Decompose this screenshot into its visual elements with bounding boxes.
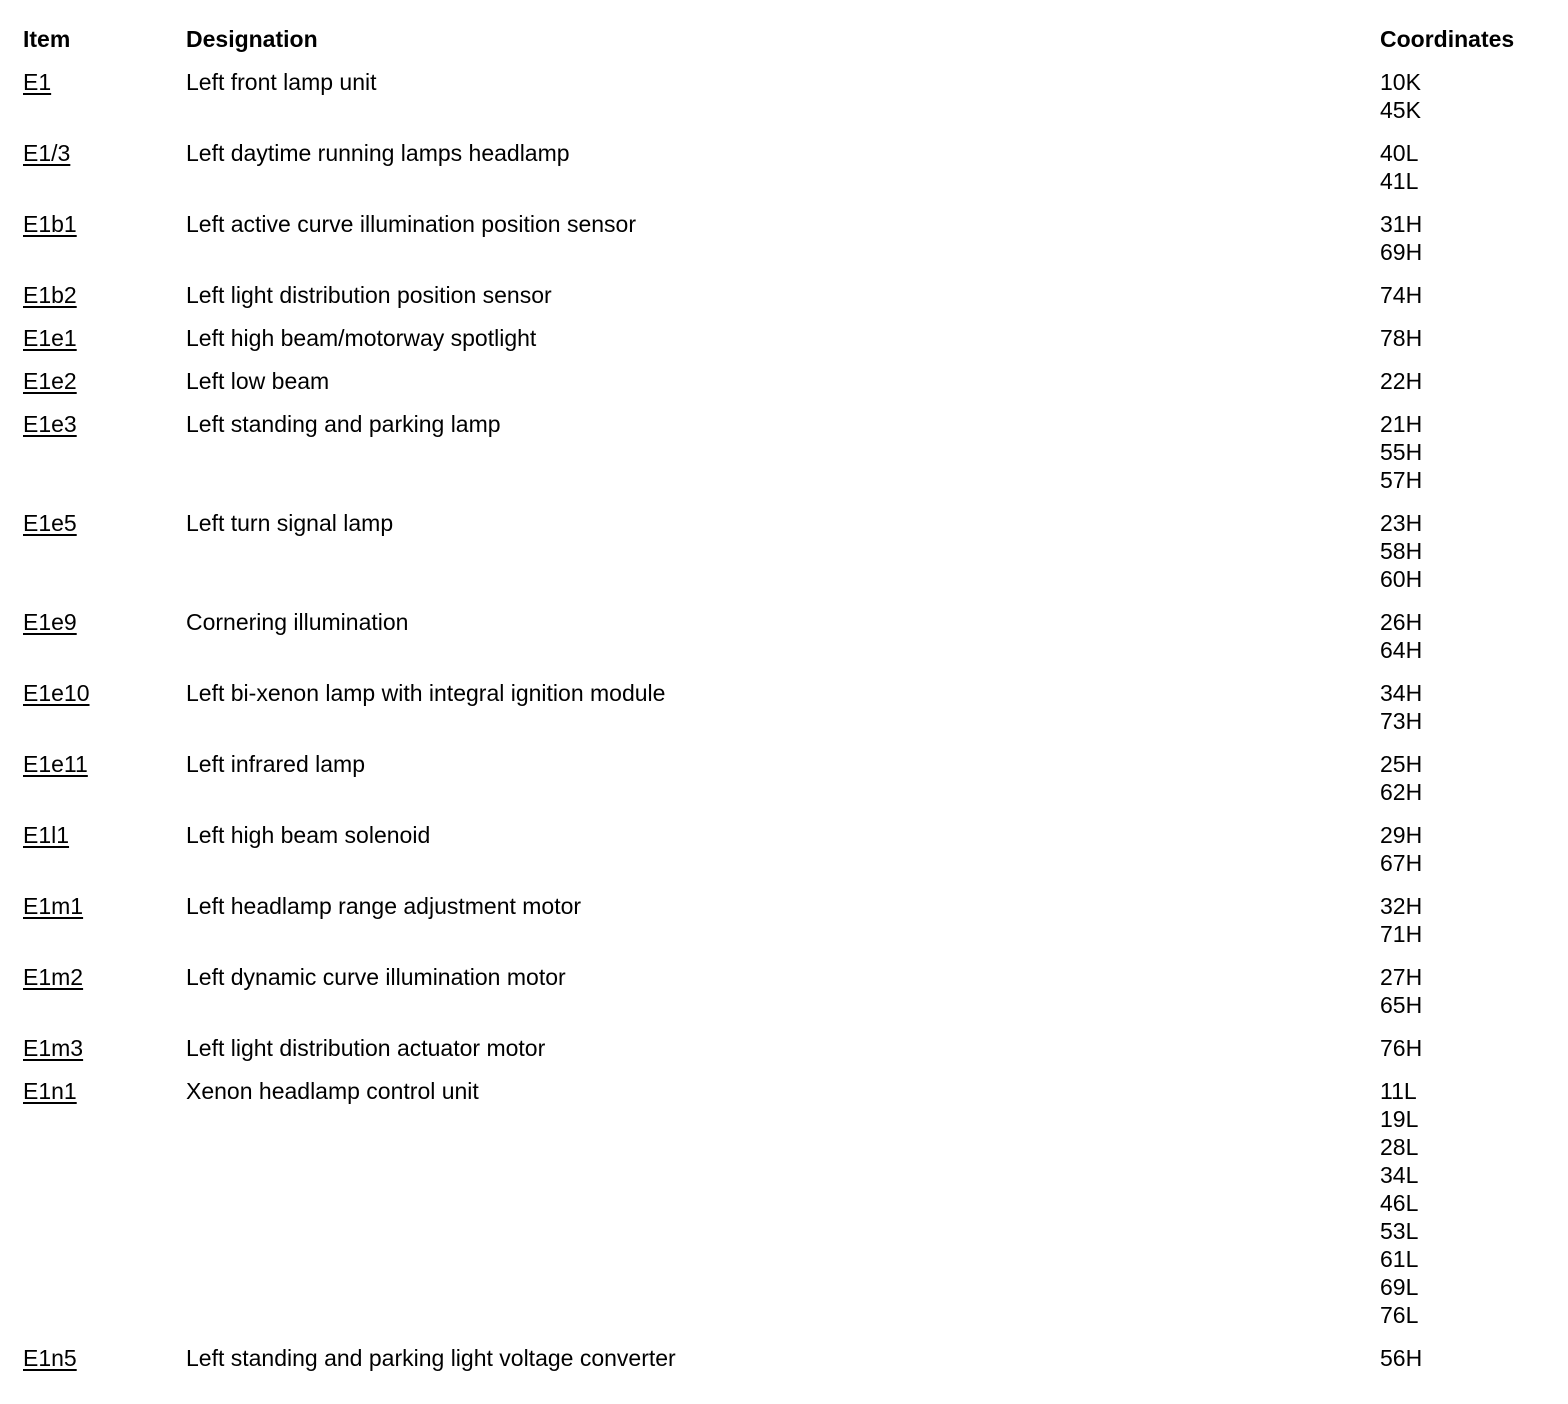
coordinate-value: 19L xyxy=(1380,1106,1419,1132)
coordinate-value: 27H xyxy=(1380,964,1423,990)
designation-cell: Left standing and parking light voltage converter xyxy=(186,1345,676,1371)
coordinates-cell xyxy=(1380,139,1568,195)
item-link[interactable]: E1e2 xyxy=(23,368,77,394)
coordinate-value: 71H xyxy=(1380,921,1423,947)
table-row xyxy=(0,139,1568,195)
item-link[interactable]: E1n1 xyxy=(23,1078,77,1104)
item-cell xyxy=(0,963,186,1019)
coordinates-cell xyxy=(1380,821,1568,877)
item-link[interactable]: E1e10 xyxy=(23,680,90,706)
coordinate-value: 32H xyxy=(1380,893,1423,919)
coordinate-value: 76L xyxy=(1380,1302,1419,1328)
designation-cell: Left high beam solenoid xyxy=(186,822,431,848)
item-link[interactable]: E1e9 xyxy=(23,609,77,635)
coordinate-value: 62H xyxy=(1380,779,1423,805)
coordinate-value: 67H xyxy=(1380,850,1423,876)
table-row xyxy=(0,1034,1568,1062)
coordinate-value: 34L xyxy=(1380,1162,1419,1188)
coordinates-cell xyxy=(1380,210,1568,266)
designation-cell: Left low beam xyxy=(186,368,330,394)
coordinate-value: 69H xyxy=(1380,239,1423,265)
coordinates-cell xyxy=(1380,1077,1568,1329)
coordinate-value: 55H xyxy=(1380,439,1423,465)
designation-cell: Left turn signal lamp xyxy=(186,510,394,536)
coordinates-cell xyxy=(1380,679,1568,735)
item-cell xyxy=(0,821,186,877)
coordinates-cell xyxy=(1380,367,1568,395)
coordinate-value: 10K xyxy=(1380,69,1421,95)
item-link[interactable]: E1/3 xyxy=(23,140,71,166)
designation-cell: Left headlamp range adjustment motor xyxy=(186,893,582,919)
coordinate-value: 29H xyxy=(1380,822,1423,848)
coordinate-value: 23H xyxy=(1380,510,1423,536)
coordinate-value: 65H xyxy=(1380,992,1423,1018)
coordinate-value: 78H xyxy=(1380,325,1423,351)
coordinate-value: 28L xyxy=(1380,1134,1419,1160)
designation-cell: Left high beam/motorway spotlight xyxy=(186,325,537,351)
item-link[interactable]: E1l1 xyxy=(23,822,70,848)
coordinate-value: 57H xyxy=(1380,467,1423,493)
table-row xyxy=(0,210,1568,266)
coordinate-value: 73H xyxy=(1380,708,1423,734)
coordinates-cell xyxy=(1380,410,1568,494)
item-cell xyxy=(0,139,186,195)
designation-cell: Left infrared lamp xyxy=(186,751,365,777)
coordinate-value: 74H xyxy=(1380,282,1423,308)
designation-cell: Left dynamic curve illumination motor xyxy=(186,964,566,990)
item-cell xyxy=(0,1344,186,1372)
designation-cell: Cornering illumination xyxy=(186,609,409,635)
coordinates-cell xyxy=(1380,1344,1568,1372)
item-cell xyxy=(0,410,186,494)
table-row xyxy=(0,509,1568,593)
coordinate-value: 40L xyxy=(1380,140,1419,166)
item-link[interactable]: E1e1 xyxy=(23,325,77,351)
coordinate-value: 56H xyxy=(1380,1345,1423,1371)
coordinate-value: 61L xyxy=(1380,1246,1419,1272)
item-cell xyxy=(0,324,186,352)
designation-cell: Left standing and parking lamp xyxy=(186,411,501,437)
coordinate-value: 26H xyxy=(1380,609,1423,635)
designation-cell: Left active curve illumination position sensor xyxy=(186,211,637,237)
table-row xyxy=(0,410,1568,494)
header-designation: Designation xyxy=(186,26,318,52)
coordinate-value: 58H xyxy=(1380,538,1423,564)
item-cell xyxy=(0,367,186,395)
designation-cell: Left front lamp unit xyxy=(186,69,377,95)
item-cell xyxy=(0,68,186,124)
coordinate-value: 22H xyxy=(1380,368,1423,394)
item-link[interactable]: E1b2 xyxy=(23,282,77,308)
coordinate-value: 64H xyxy=(1380,637,1423,663)
coordinates-cell xyxy=(1380,750,1568,806)
designation-cell: Left light distribution actuator motor xyxy=(186,1035,546,1061)
item-link[interactable]: E1e5 xyxy=(23,510,77,536)
coordinate-value: 31H xyxy=(1380,211,1423,237)
coordinate-value: 25H xyxy=(1380,751,1423,777)
table-row xyxy=(0,367,1568,395)
item-link[interactable]: E1n5 xyxy=(23,1345,77,1371)
item-cell xyxy=(0,750,186,806)
coordinate-value: 11L xyxy=(1380,1078,1417,1104)
item-cell xyxy=(0,892,186,948)
coordinate-value: 60H xyxy=(1380,566,1423,592)
designation-cell: Left bi-xenon lamp with integral ignition module xyxy=(186,680,666,706)
item-link[interactable]: E1m2 xyxy=(23,964,84,990)
item-cell xyxy=(0,679,186,735)
table-row xyxy=(0,324,1568,352)
table-row xyxy=(0,1077,1568,1329)
item-link[interactable]: E1m1 xyxy=(23,893,84,919)
item-link[interactable]: E1 xyxy=(23,69,52,95)
table-row xyxy=(0,750,1568,806)
coordinates-cell xyxy=(1380,892,1568,948)
coordinates-cell xyxy=(1380,68,1568,124)
coordinate-value: 21H xyxy=(1380,411,1423,437)
item-link[interactable]: E1b1 xyxy=(23,211,77,237)
table-header xyxy=(0,25,1568,53)
item-cell xyxy=(0,281,186,309)
coordinates-cell xyxy=(1380,281,1568,309)
item-cell xyxy=(0,1034,186,1062)
coordinate-value: 41L xyxy=(1380,168,1419,194)
header-item: Item xyxy=(23,26,71,52)
coordinate-value: 34H xyxy=(1380,680,1423,706)
item-cell xyxy=(0,509,186,593)
table-row xyxy=(0,679,1568,735)
coordinates-cell xyxy=(1380,509,1568,593)
table-row xyxy=(0,963,1568,1019)
item-link[interactable]: E1e3 xyxy=(23,411,77,437)
table-row xyxy=(0,821,1568,877)
designation-cell: Left daytime running lamps headlamp xyxy=(186,140,570,166)
coordinate-value: 69L xyxy=(1380,1274,1419,1300)
coordinate-value: 46L xyxy=(1380,1190,1419,1216)
coordinates-cell xyxy=(1380,324,1568,352)
coordinates-cell xyxy=(1380,963,1568,1019)
item-cell xyxy=(0,608,186,664)
table-row xyxy=(0,608,1568,664)
header-coordinates: Coordinates xyxy=(1380,26,1515,52)
table-row xyxy=(0,281,1568,309)
coordinate-value: 45K xyxy=(1380,97,1421,123)
table-row xyxy=(0,1344,1568,1372)
item-link[interactable]: E1m3 xyxy=(23,1035,84,1061)
table-row xyxy=(0,68,1568,124)
table-body xyxy=(0,68,1568,1372)
coordinate-value: 53L xyxy=(1380,1218,1419,1244)
coordinates-cell xyxy=(1380,1034,1568,1062)
coordinates-cell xyxy=(1380,608,1568,664)
item-cell xyxy=(0,1077,186,1329)
item-link[interactable]: E1e11 xyxy=(23,751,88,777)
item-cell xyxy=(0,210,186,266)
designation-cell: Xenon headlamp control unit xyxy=(186,1078,479,1104)
designation-cell: Left light distribution position sensor xyxy=(186,282,552,308)
table-row xyxy=(0,892,1568,948)
coordinate-value: 76H xyxy=(1380,1035,1423,1061)
